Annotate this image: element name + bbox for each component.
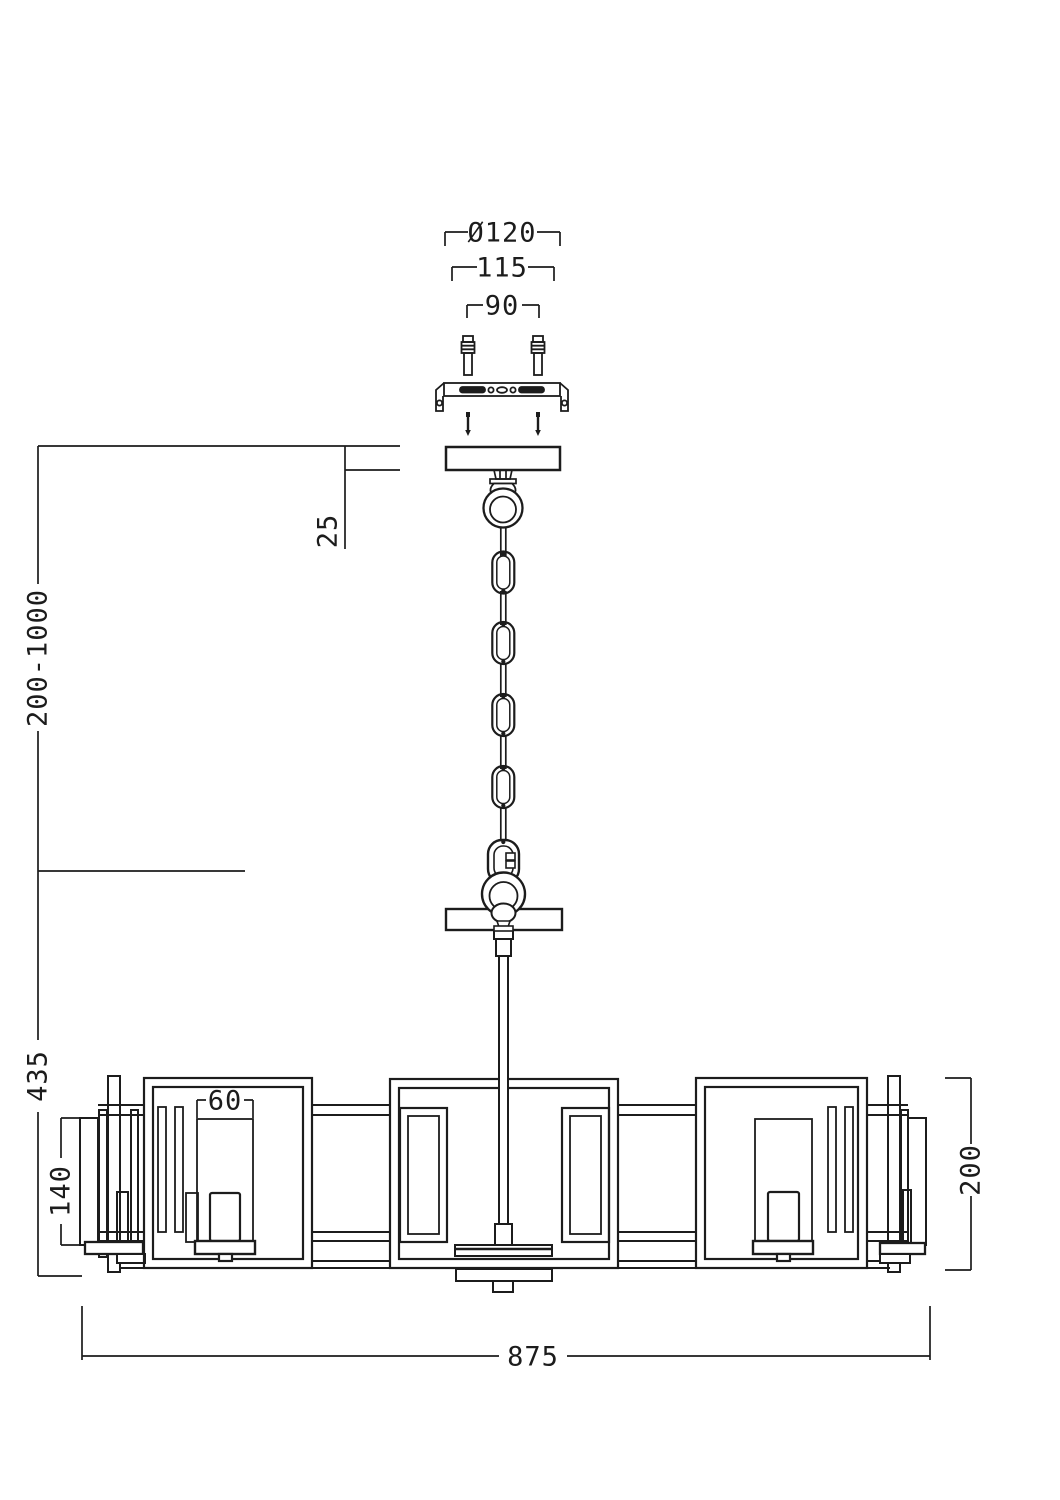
bracket-slot-left (460, 387, 485, 393)
center-left-panel (400, 1108, 447, 1242)
left-glass-shade (197, 1119, 253, 1242)
center-right-panel (562, 1108, 609, 1242)
ring-finial (492, 904, 516, 923)
drum-frame-right (696, 1078, 867, 1268)
left-edge-candle (117, 1192, 128, 1243)
dim-label-hanging-height: 435 (22, 1050, 54, 1102)
right-edge-candle-cup (880, 1243, 925, 1254)
canopy-body (446, 447, 560, 470)
left-candle (210, 1193, 240, 1241)
left-edge-candle-cup (85, 1242, 143, 1254)
bracket-center-hole (497, 387, 507, 393)
right-glass-shade (755, 1119, 812, 1242)
dim-label-bracket-width: 115 (476, 252, 528, 284)
wall-anchor-right (532, 336, 545, 375)
right-candle-cup (753, 1241, 813, 1254)
screw-left (465, 412, 471, 436)
wall-anchor-left (462, 336, 475, 375)
dim-label-chain-range: 200-1000 (22, 588, 54, 728)
bracket-ear-right (560, 383, 568, 411)
dim-canopy-height (345, 446, 400, 549)
stem-rod (499, 956, 508, 1224)
mounting-bracket (436, 383, 568, 411)
bracket-ear-left (436, 383, 444, 411)
bottom-knob (493, 1281, 513, 1292)
ceiling-canopy (446, 447, 560, 528)
wall-anchors (462, 336, 545, 375)
center-stem (446, 909, 562, 1292)
quick-link-gate (506, 853, 515, 860)
screw-right (535, 412, 541, 436)
chain-connector-links (501, 524, 506, 841)
dim-label-body-height: 200 (955, 1144, 987, 1196)
canopy-nut (494, 470, 512, 479)
right-candle (768, 1192, 799, 1241)
dim-body-width (82, 1306, 930, 1360)
dim-label-canopy-height: 25 (312, 513, 344, 549)
bottom-plate (456, 1269, 552, 1281)
chain-link-joints (501, 522, 505, 844)
suspension-chain (492, 522, 514, 844)
dim-label-canopy-diameter: Ø120 (467, 217, 537, 249)
dim-label-screw-spacing: 90 (484, 290, 520, 322)
bracket-slot-right (519, 387, 544, 393)
left-edge-glass (80, 1118, 98, 1245)
left-candle-cup (195, 1241, 255, 1254)
dim-label-shade-height: 140 (45, 1165, 77, 1217)
dim-label-shade-width: 60 (207, 1085, 243, 1117)
dim-label-body-width: 875 (507, 1341, 559, 1373)
mounting-screws (465, 412, 541, 436)
inner-bottom-plate (455, 1245, 552, 1256)
